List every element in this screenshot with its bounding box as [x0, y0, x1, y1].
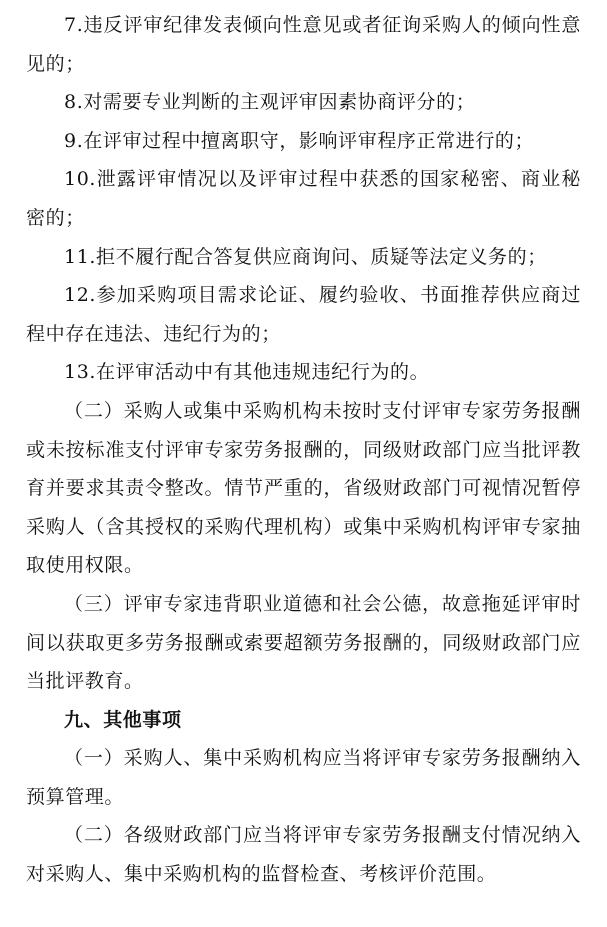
section-nine-heading: 九、其他事项	[64, 708, 182, 731]
section-nine-item-two: （二）各级财政部门应当将评审专家劳务报酬支付情况纳入对采购人、集中采购机构的监督检查、考核评价范围。	[26, 824, 581, 886]
item-9: 9.在评审过程中擅离职守，影响评审程序正常进行的；	[64, 129, 535, 152]
item-8: 8.对需要专业判断的主观评审因素协商评分的；	[64, 91, 476, 114]
item-10: 10.泄露评审情况以及评审过程中获悉的国家秘密、商业秘密的；	[26, 168, 581, 229]
section-two-paragraph: （二）采购人或集中采购机构未按时支付评审专家劳务报酬或未按标准支付评审专家劳务报酬的，同级财政部门应当批评教育并要求其责令整改。情节严重的，省级财政部门可视情况暂停采购人（含其授权的采购代理机构）或集中采购机构评审专家抽取使用权限。	[26, 399, 581, 577]
section-three-paragraph: （三）评审专家违背职业道德和社会公德，故意拖延评审时间以获取更多劳务报酬或索要超额劳务报酬的，同级财政部门应当批评教育。	[26, 592, 581, 693]
item-11: 11.拒不履行配合答复供应商询问、质疑等法定义务的；	[64, 245, 547, 268]
item-13: 13.在评审活动中有其他违规违纪行为的。	[64, 361, 430, 384]
item-7: 7.违反评审纪律发表倾向性意见或者征询采购人的倾向性意见的；	[26, 14, 581, 75]
item-12: 12.参加采购项目需求论证、履约验收、书面推荐供应商过程中存在违法、违纪行为的；	[26, 284, 581, 345]
section-nine-item-one: （一）采购人、集中采购机构应当将评审专家劳务报酬纳入预算管理。	[26, 747, 581, 808]
